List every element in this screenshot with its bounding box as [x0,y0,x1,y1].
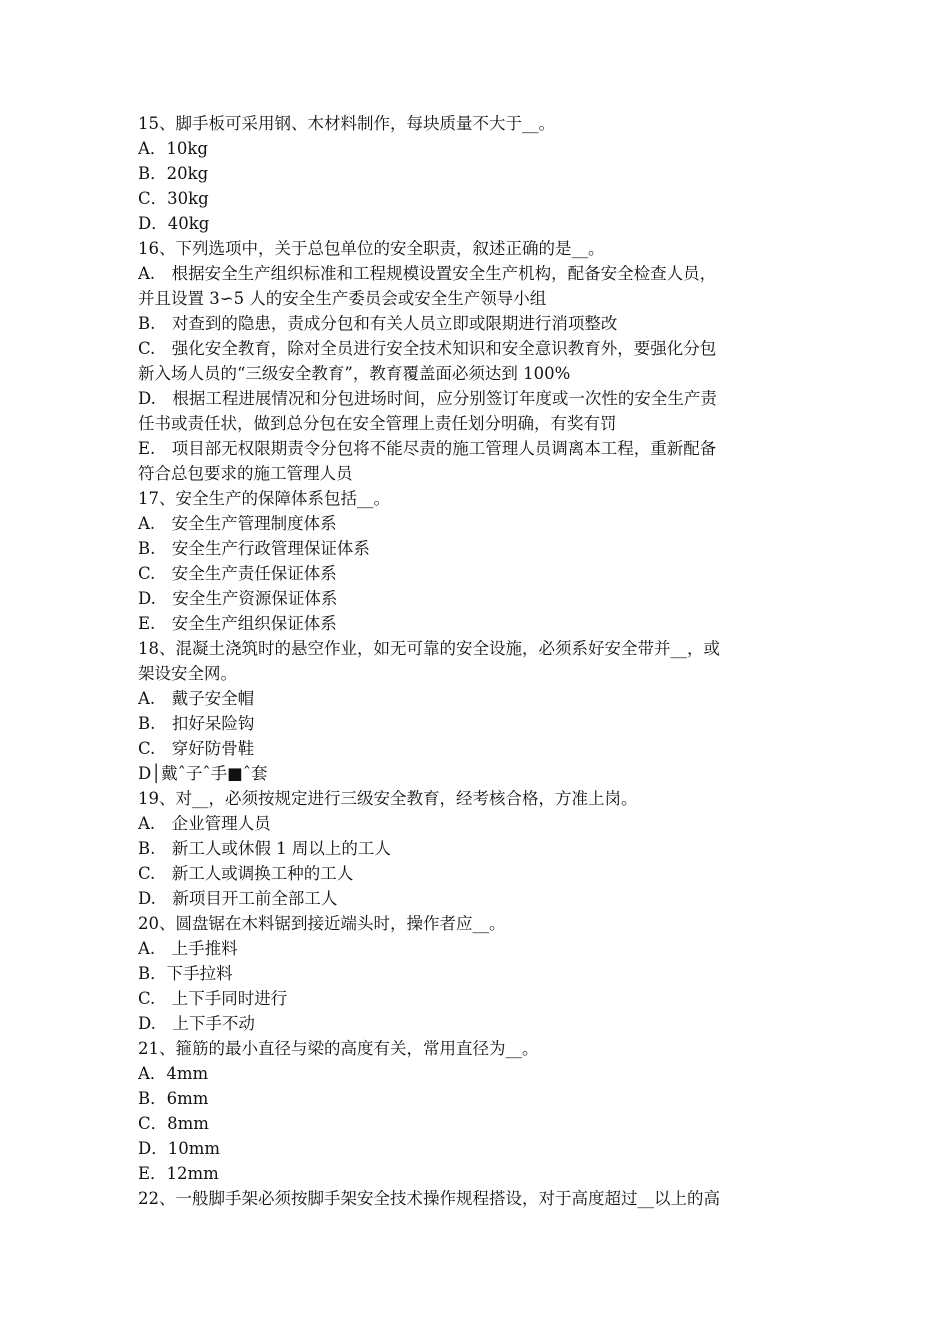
text-line: B. 对查到的隐患，责成分包和有关人员立即或限期进行消项整改 [138,314,618,333]
text-line: 并且设置 3∽5 人的安全生产委员会或安全生产领导小组 [138,289,547,308]
text-line: D. 上下手不动 [138,1014,255,1033]
text-line: 16、下列选项中，关于总包单位的安全职责，叙述正确的是__。 [138,239,605,258]
text-line: D│戴ˆ子ˆ手■ˆ套 [138,764,268,783]
text-line: 22、一般脚手架必须按脚手架安全技术操作规程搭设，对于高度超过__以上的高 [138,1189,720,1208]
text-line: 15、脚手板可采用钢、木材料制作，每块质量不大于__。 [138,114,555,133]
text-line: D．40kg [138,214,210,233]
text-line: A. 根据安全生产组织标准和工程规模设置安全生产机构，配备安全检查人员， [138,264,717,283]
document-page [138,111,828,1211]
text-line: A. 戴子安全帽 [138,689,255,708]
text-line: 17、安全生产的保障体系包括__。 [138,489,390,508]
text-line: E. 项目部无权限期责令分包将不能尽责的施工管理人员调离本工程，重新配备 [138,439,717,458]
text-line: 20、圆盘锯在木料锯到接近端头时，操作者应__。 [138,914,506,933]
text-line: D. 新项目开工前全部工人 [138,889,338,908]
text-line: A．4mm [138,1064,209,1083]
text-line: B. 扣好呆险钩 [138,714,255,733]
text-line: B．20kg [138,164,209,183]
text-line: D. 根据工程进展情况和分包进场时间，应分别签订年度或一次性的安全生产责 [138,389,717,408]
text-line: 18、混凝土浇筑时的悬空作业，如无可靠的安全设施，必须系好安全带并__，或 [138,639,720,658]
text-line: B．下手拉料 [138,964,233,983]
text-line: C. 新工人或调换工种的工人 [138,864,354,883]
text-line: C．30kg [138,189,209,208]
text-line: 新入场人员的“三级安全教育”，教育覆盖面必须达到 100% [138,364,571,383]
text-line: C．8mm [138,1114,209,1133]
text-line: C. 安全生产责任保证体系 [138,564,337,583]
text-line: 任书或责任状，做到总分包在安全管理上责任划分明确，有奖有罚 [138,414,617,433]
text-line: A. 上手推料 [138,939,238,958]
text-line: D. 安全生产资源保证体系 [138,589,338,608]
text-line: C. 上下手同时进行 [138,989,288,1008]
text-line: C. 穿好防骨鞋 [138,739,255,758]
text-line: 架设安全网。 [138,664,237,683]
text-line: B. 安全生产行政管理保证体系 [138,539,370,558]
text-line: 符合总包要求的施工管理人员 [138,464,353,483]
text-line: A. 安全生产管理制度体系 [138,514,337,533]
text-line: E．12mm [138,1164,219,1183]
text-line: A．10kg [138,139,208,158]
text-line: D．10mm [138,1139,221,1158]
text-line: A. 企业管理人员 [138,814,271,833]
text-line: C. 强化安全教育，除对全员进行安全技术知识和安全意识教育外，要强化分包 [138,339,717,358]
text-line: 19、对__，必须按规定进行三级安全教育，经考核合格，方准上岗。 [138,789,638,808]
text-line: B. 新工人或休假 1 周以上的工人 [138,839,391,858]
text-line: E. 安全生产组织保证体系 [138,614,337,633]
text-line: 21、箍筋的最小直径与梁的高度有关，常用直径为__。 [138,1039,539,1058]
text-line: B．6mm [138,1089,209,1108]
